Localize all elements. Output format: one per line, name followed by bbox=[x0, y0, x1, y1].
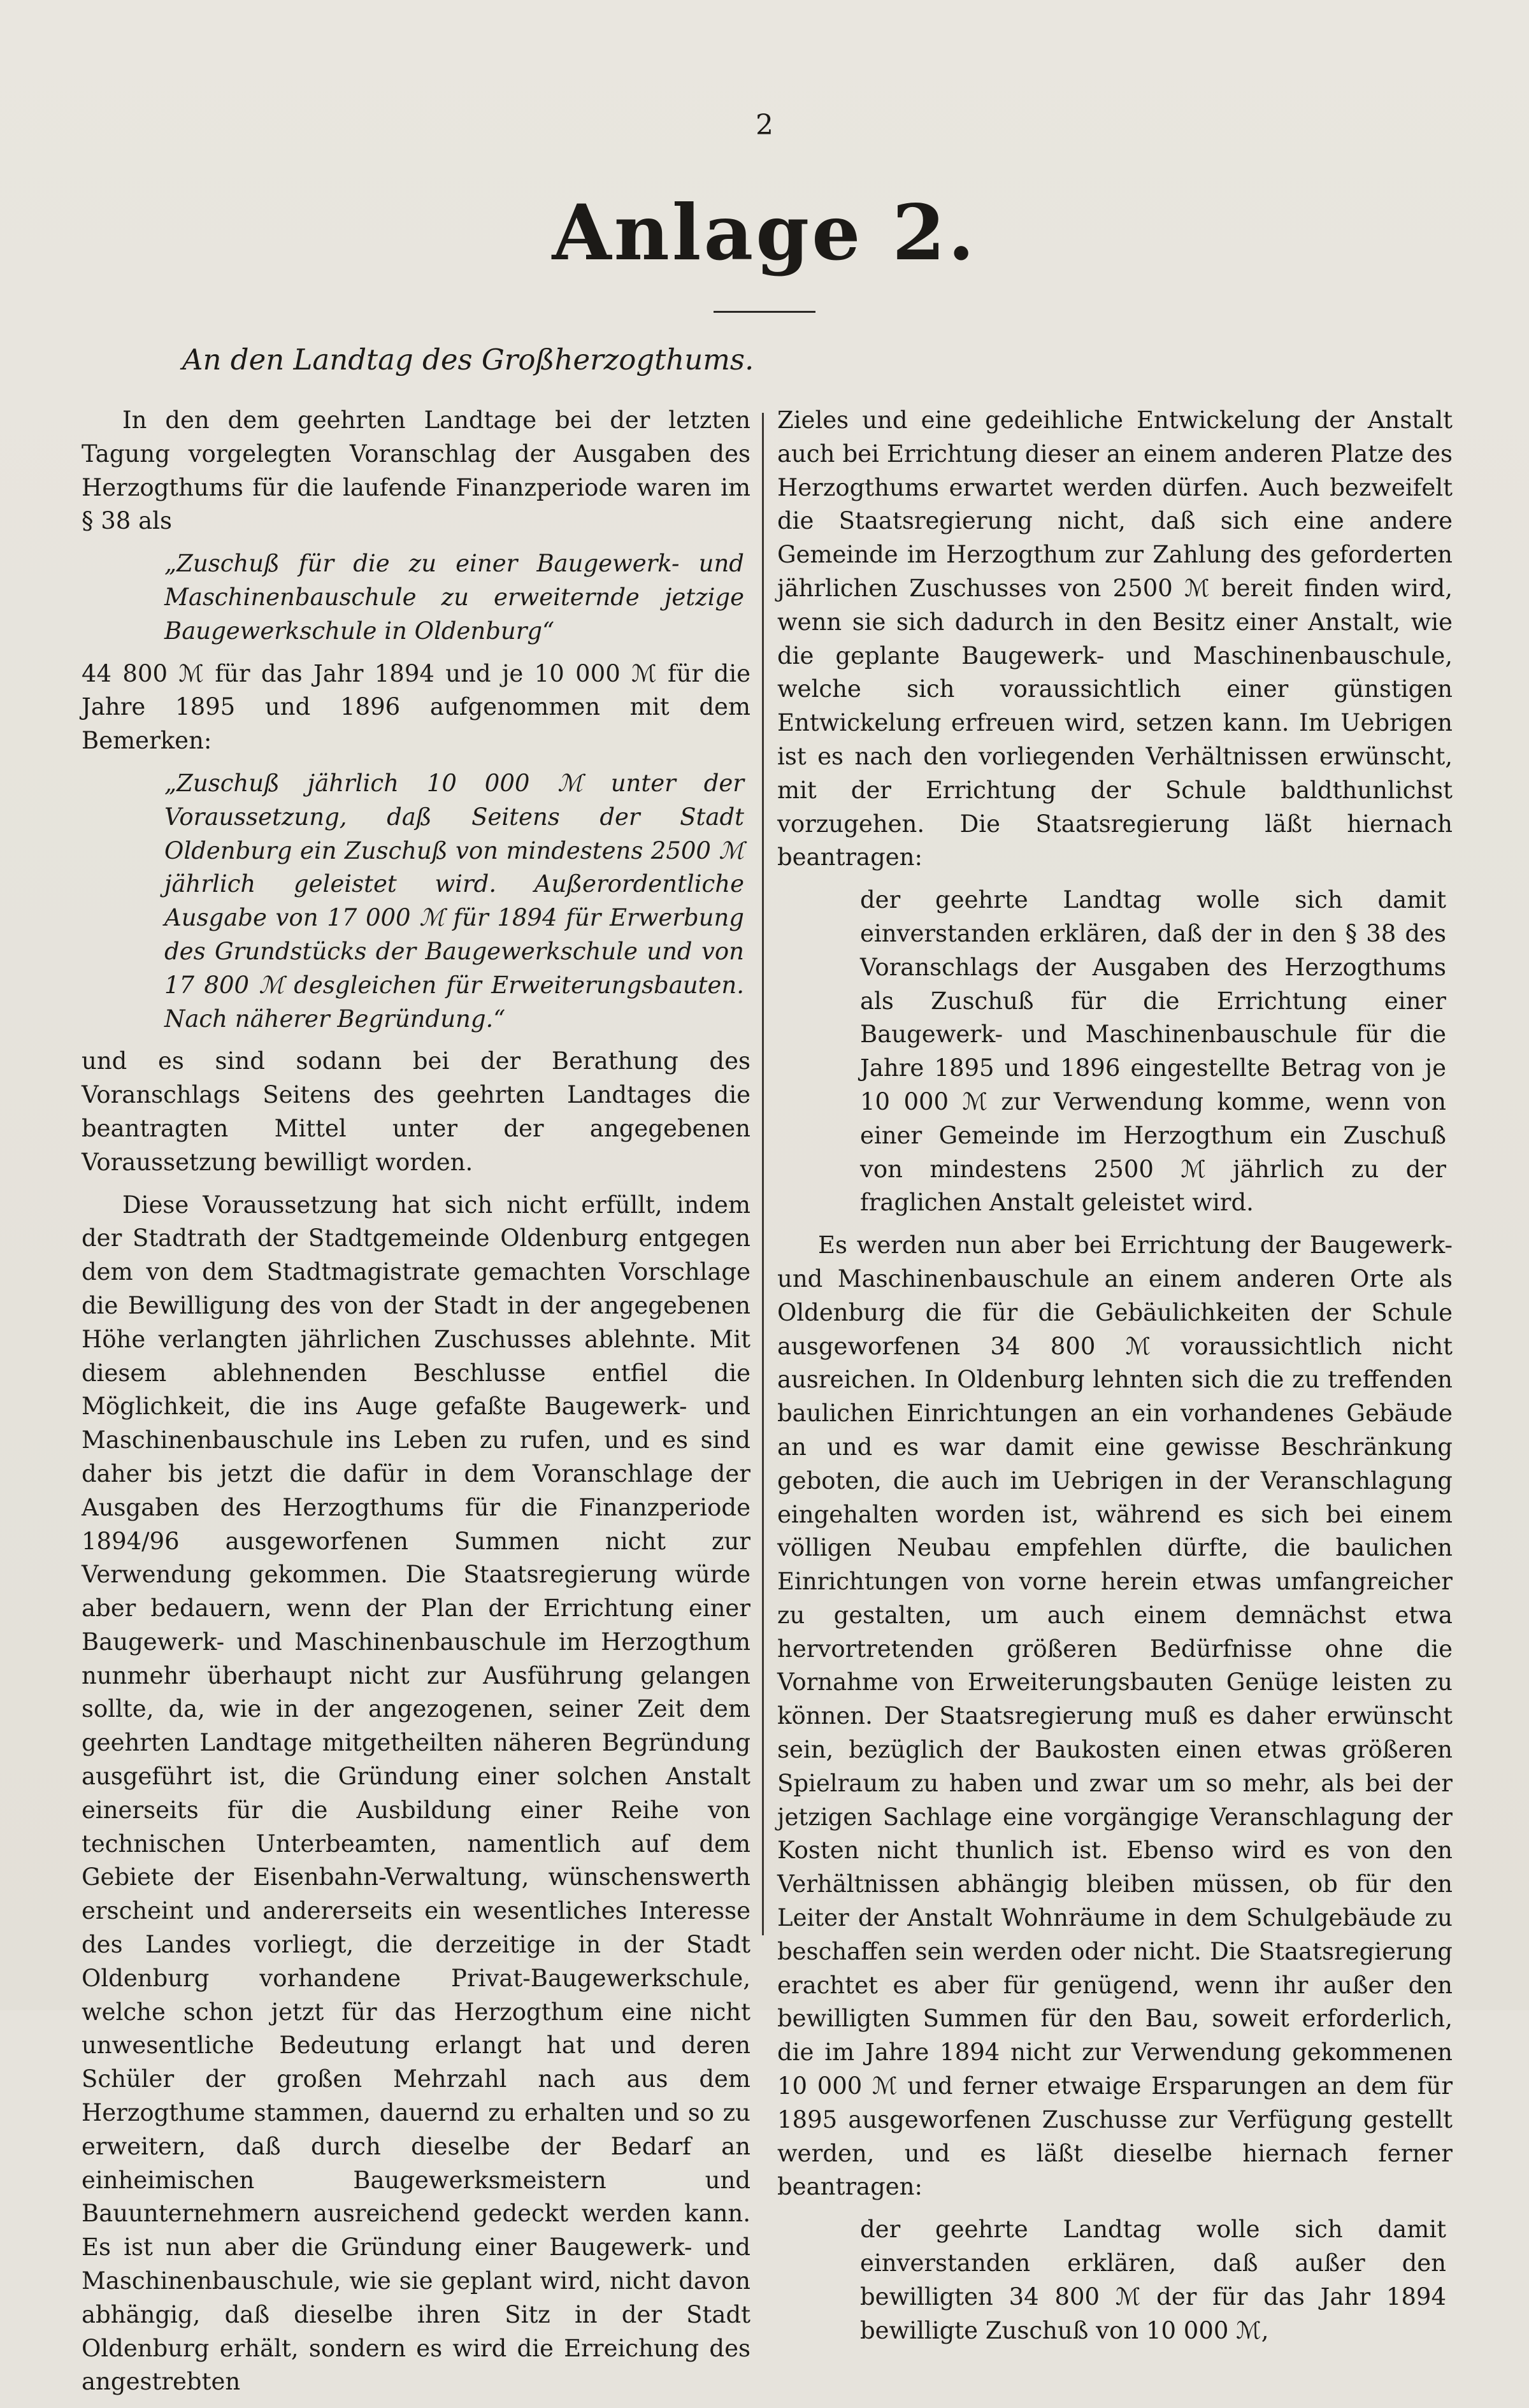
quoted-remark: „Zuschuß jährlich 10 000 ℳ unter der Voraussetzung, daß Seitens der Stadt Oldenburg ein Zuschuß von mindestens 2500 ℳ jährlich geleistet wird. Außerordentliche Ausgabe von 17 000 ℳ für 1894 für Erwerbung des Grundstücks der Baugewerkschule und von 17 800 ℳ desgleichen für Erweiterungsbauten. Nach näherer Begründung.“ bbox=[164, 769, 744, 1033]
quoted-entry: „Zuschuß für die zu einer Baugewerk- und Maschinenbauschule zu erweiternde jetzige Baugewerkschule in Oldenburg“ bbox=[164, 550, 744, 645]
title-divider bbox=[714, 311, 815, 313]
paragraph: und es sind sodann bei der Berathung des Voranschlags Seitens des geehrten Landtages die beantragten Mittel unter der angegebenen Voraussetzung bewilligt worden. bbox=[82, 1047, 750, 1176]
column-divider bbox=[762, 413, 764, 1935]
right-column bbox=[777, 404, 1453, 2356]
address-line: An den Landtag des Großherzogthums. bbox=[182, 343, 754, 376]
paragraph: 44 800 ℳ für das Jahr 1894 und je 10 000 ℳ für die Jahre 1895 und 1896 aufgenommen mit dem Bemerken: bbox=[82, 659, 750, 755]
motion-text: der geehrte Landtag wolle sich damit einverstanden erklären, daß der in den § 38 des Voranschlags der Ausgaben des Herzogthums als Zuschuß für die Errichtung einer Baugewerk- und Maschinenbauschule für die Jahre 1895 und 1896 eingestellte Betrag von je 10 000 ℳ zur Verwendung komme, wenn von einer Gemeinde im Herzogthum ein Zuschuß von mindestens 2500 ℳ jährlich zu der fraglichen Anstalt geleistet wird. bbox=[860, 886, 1446, 1217]
page-title: Anlage 2. bbox=[552, 188, 977, 278]
left-column bbox=[82, 404, 750, 2408]
motion-text: der geehrte Landtag wolle sich damit einverstanden erklären, daß außer den bewilligten 34 800 ℳ der für das Jahr 1894 bewilligte Zuschuß von 10 000 ℳ, bbox=[860, 2216, 1446, 2344]
paragraph: Diese Voraussetzung hat sich nicht erfüllt, indem der Stadtrath der Stadtgemeinde Oldenburg entgegen dem von dem Stadtmagistrate gemachten Vorschlage die Bewilligung des von der Stadt in der angegebenen Höhe verlangten jährlichen Zuschusses ablehnte. Mit diesem ablehnenden Beschlusse entfiel die Möglichkeit, die ins Auge gefaßte Baugewerk- und Maschinenbauschule ins Leben zu rufen, und es sind daher bis jetzt die dafür in dem Voranschlage der Ausgaben des Herzogthums für die Finanzperiode 1894/96 ausgeworfenen Summen nicht zur Verwendung gekommen. Die Staatsregierung würde aber bedauern, wenn der Plan der Errichtung einer Baugewerk- und Maschinenbauschule im Herzogthum nunmehr überhaupt nicht zur Ausführung gelangen sollte, da, wie in der angezogenen, seiner Zeit dem geehrten Landtage mitgetheilten näheren Begründung ausgeführt ist, die Gründung einer solchen Anstalt einerseits für die Ausbildung einer Reihe von technischen Unterbeamten, namentlich auf dem Gebiete der Eisenbahn-Verwaltung, wünschenswerth erscheint und andererseits ein wesentliches Interesse des Landes vorliegt, die derzeitige in der Stadt Oldenburg vorhandene Privat-Baugewerkschule, welche schon jetzt für das Herzogthum eine nicht unwesentliche Bedeutung erlangt hat und deren Schüler der großen Mehrzahl nach aus dem Herzogthume stammen, dauernd zu erhalten und so zu erweitern, daß durch dieselbe der Bedarf an einheimischen Baugewerksmeistern und Bauunternehmern ausreichend gedeckt werden kann. Es ist nun aber die Gründung einer Baugewerk- und Maschinenbauschule, wie sie geplant wird, nicht davon abhängig, daß dieselbe ihren Sitz in der Stadt Oldenburg erhält, sondern es wird die Erreichung des angestrebten bbox=[82, 1191, 750, 2396]
paragraph: Es werden nun aber bei Errichtung der Baugewerk- und Maschinenbauschule an einem anderen Orte als Oldenburg die für die Gebäulichkeiten der Schule ausgeworfenen 34 800 ℳ voraussichtlich nicht ausreichen. In Oldenburg lehnten sich die zu treffenden baulichen Einrichtungen an ein vorhandenes Gebäude an und es war damit eine gewisse Beschränkung geboten, die auch im Uebrigen in der Veranschlagung eingehalten worden ist, während es sich bei einem völligen Neubau empfehlen dürfte, die baulichen Einrichtungen von vorne herein etwas umfangreicher zu gestalten, um auch einem demnächst etwa hervortretenden größeren Bedürfnisse ohne die Vornahme von Erweiterungsbauten Genüge leisten zu können. Der Staatsregierung muß es daher erwünscht sein, bezüglich der Baukosten einen etwas größeren Spielraum zu haben und zwar um so mehr, als bei der jetzigen Sachlage eine vorgängige Veranschlagung der Kosten nicht thunlich ist. Ebenso wird es von den Verhältnissen abhängig bleiben müssen, ob für den Leiter der Anstalt Wohnräume in dem Schulgebäude zu beschaffen sein werden oder nicht. Die Staatsregierung erachtet es aber für genügend, wenn ihr außer den bewilligten Summen für den Bau, soweit erforderlich, die im Jahre 1894 nicht zur Verwendung gekommenen 10 000 ℳ und ferner etwaige Ersparungen an dem für 1895 ausgeworfenen Zuschusse zur Verfügung gestellt werden, und es läßt dieselbe hiernach ferner beantragen: bbox=[777, 1231, 1453, 2201]
page-number: 2 bbox=[756, 109, 773, 141]
paragraph: Zieles und eine gedeihliche Entwickelung der Anstalt auch bei Errichtung dieser an einem anderen Platze des Herzogthums erwartet werden dürfen. Auch bezweifelt die Staatsregierung nicht, daß sich eine andere Gemeinde im Herzogthum zur Zahlung des geforderten jährlichen Zuschusses von 2500 ℳ bereit finden wird, wenn sie sich dadurch in den Besitz einer Anstalt, wie die geplante Baugewerk- und Maschinenbauschule, welche sich voraussichtlich einer günstigen Entwickelung erfreuen wird, setzen kann. Im Uebrigen ist es nach den vorliegenden Verhältnissen erwünscht, mit der Errichtung der Schule baldthunlichst vorzugehen. Die Staatsregierung läßt hiernach beantragen: bbox=[777, 406, 1453, 871]
paragraph: In den dem geehrten Landtage bei der letzten Tagung vorgelegten Voranschlag der Ausgaben des Herzogthums für die laufende Finanzperiode waren im § 38 als bbox=[82, 406, 750, 535]
